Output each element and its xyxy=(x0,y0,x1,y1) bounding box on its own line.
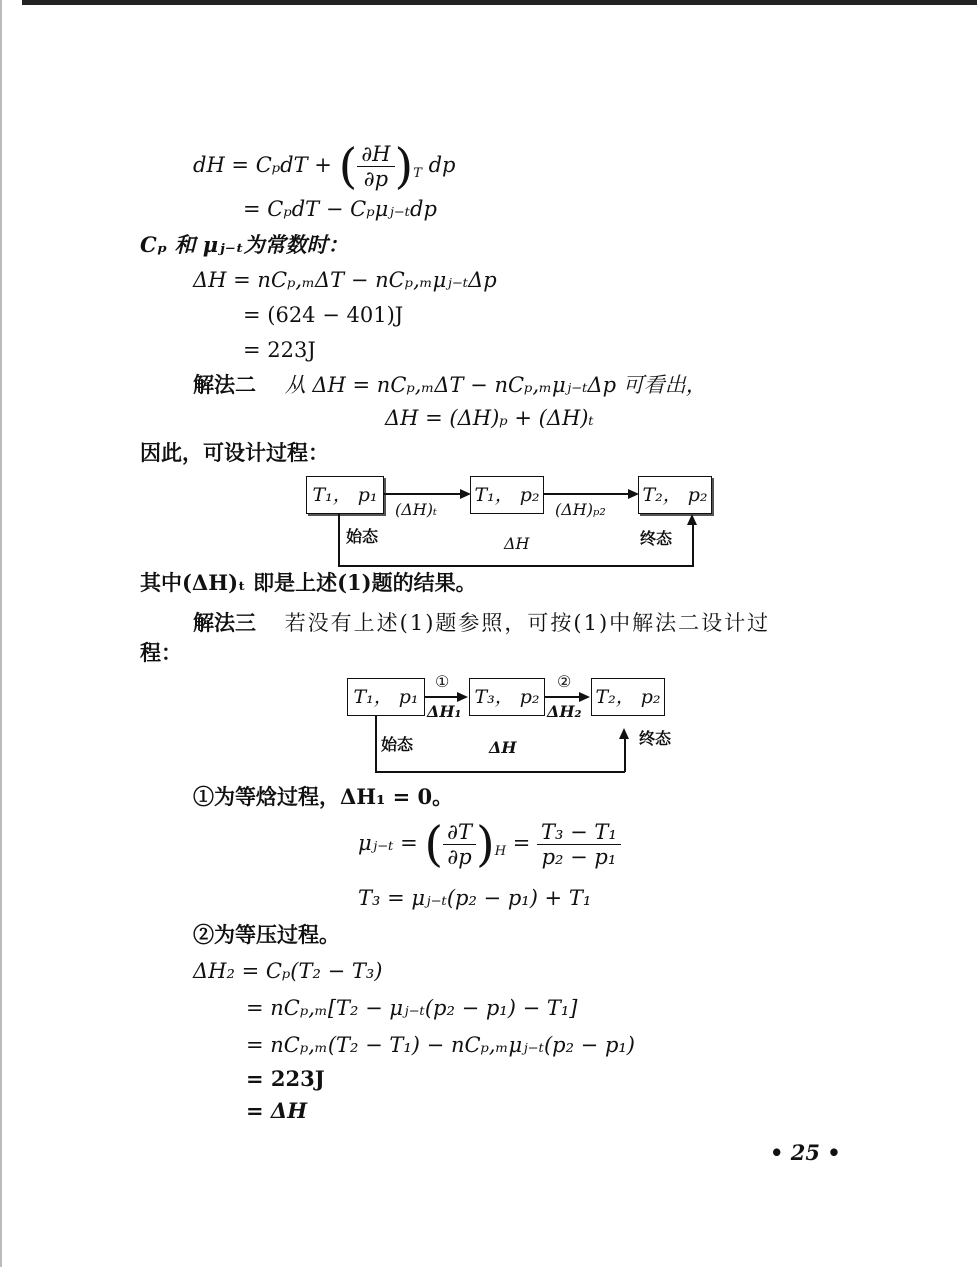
method-two-heading: 解法二 xyxy=(193,372,256,397)
method-three xyxy=(193,610,770,636)
paren-right-2: ) xyxy=(476,816,495,873)
arrow-2-line xyxy=(544,493,631,495)
process-diagram-1 xyxy=(300,472,720,572)
quotient-num: T₃ − T₁ xyxy=(537,820,621,845)
arrow-1-label: (ΔH)ₜ xyxy=(395,500,437,519)
note-text: 其中(ΔH)ₜ 即是上述(1)题的结果。 xyxy=(140,570,477,595)
path2-left-line xyxy=(375,716,377,772)
final-state-label: 终态 xyxy=(640,529,673,548)
equation-split: ΔH = (ΔH)ₚ + (ΔH)ₜ xyxy=(385,406,594,430)
state-intermediate-box: T₁， p₂ xyxy=(470,476,544,514)
state-initial-box-2: T₁， p₁ xyxy=(347,678,425,716)
difference-quotient xyxy=(537,820,621,869)
state-initial-box: T₁， p₁ xyxy=(306,476,384,514)
path2-bottom-line xyxy=(375,771,625,773)
initial-state-label: 始态 xyxy=(346,527,379,546)
partial-t-den: ∂p xyxy=(447,845,472,869)
equation-delta-h2: ΔH₂ = Cₚ(T₂ − T₃) xyxy=(193,959,383,983)
method-two-text: 从 ΔH = nCₚ,ₘΔT − nCₚ,ₘμⱼ₋ₜΔp 可看出， xyxy=(284,373,707,397)
step-2-line xyxy=(545,696,581,698)
total-change-label: ΔH xyxy=(504,534,530,553)
state-final-box-2: T₂， p₂ xyxy=(591,678,665,716)
method-three-text: 若没有上述(1)题参照，可按(1)中解法二设计过 xyxy=(284,611,771,635)
quotient-den: p₂ − p₁ xyxy=(541,845,617,869)
path-up-arrow xyxy=(687,514,697,525)
step-2-head xyxy=(579,692,590,702)
partial-subscript: T xyxy=(413,166,422,182)
path2-right-line xyxy=(624,738,626,772)
equation-mu-jt xyxy=(358,816,621,873)
partial-h-p xyxy=(357,142,394,191)
page-edge xyxy=(0,0,2,1267)
partial-t-num: ∂T xyxy=(443,820,476,845)
initial-state-label-2: 始态 xyxy=(381,735,414,754)
final-state-label-2: 终态 xyxy=(639,729,672,748)
page-number: • 25 • xyxy=(770,1140,841,1165)
step-2-marker: ② xyxy=(557,672,572,691)
path-left-line xyxy=(338,514,340,566)
condition-text: Cₚ 和 μⱼ₋ₜ为常数时： xyxy=(140,232,349,257)
step-1-marker: ① xyxy=(435,672,450,691)
isobaric-note: ②为等压过程。 xyxy=(193,922,340,947)
path-bottom-line xyxy=(338,565,694,567)
isenthalpic-note: ①为等焓过程，ΔH₁ = 0。 xyxy=(193,784,454,809)
equation-delta-h-result: = 223J xyxy=(243,338,316,362)
step-2-label: ΔH₂ xyxy=(547,702,582,721)
method-three-heading: 解法三 xyxy=(193,610,256,635)
step-1-line xyxy=(425,696,459,698)
equation-delta-h-value: = (624 − 401)J xyxy=(243,303,404,327)
process-diagram-2 xyxy=(345,672,695,778)
total-change-label-2: ΔH xyxy=(489,738,517,757)
partial-t-p xyxy=(443,820,476,869)
path2-up-arrow xyxy=(619,728,629,739)
top-rule xyxy=(22,0,977,5)
mu-lhs: μⱼ₋ₜ = xyxy=(358,831,425,855)
paren-right: ) xyxy=(394,138,414,195)
equation-delta-h2-step2: = nCₚ,ₘ(T₂ − T₁) − nCₚ,ₘμⱼ₋ₜ(p₂ − p₁) xyxy=(246,1033,636,1057)
equation-delta-h2-step3: = 223J xyxy=(246,1066,325,1091)
equation-delta-h: ΔH = nCₚ,ₘΔT − nCₚ,ₘμⱼ₋ₜΔp xyxy=(193,268,497,292)
method-two xyxy=(193,372,707,398)
equation-dh xyxy=(193,138,456,195)
paren-left: ( xyxy=(338,138,358,195)
method-three-text-cont: 程： xyxy=(140,640,182,665)
partial-num: ∂H xyxy=(357,142,394,167)
step-1-head xyxy=(457,692,468,702)
partial-h-subscript: H xyxy=(494,844,507,860)
equation-dh-tail: dp xyxy=(428,153,456,177)
paren-left-2: ( xyxy=(424,816,444,873)
equation-t3: T₃ = μⱼ₋ₜ(p₂ − p₁) + T₁ xyxy=(358,886,592,910)
state-intermediate-box-2: T₃， p₂ xyxy=(469,678,545,716)
equation-dh-lhs: dH = CₚdT + xyxy=(193,153,339,177)
equation-delta-h2-result: = ΔH xyxy=(246,1098,308,1123)
design-process-text: 因此，可设计过程： xyxy=(140,440,329,465)
arrow-1-line xyxy=(384,493,463,495)
path-right-line xyxy=(692,524,694,566)
state-final-box: T₂， p₂ xyxy=(638,476,712,514)
equation-delta-h2-step1: = nCₚ,ₘ[T₂ − μⱼ₋ₜ(p₂ − p₁) − T₁] xyxy=(246,996,578,1020)
mu-equals: = xyxy=(506,831,538,855)
partial-den: ∂p xyxy=(363,167,389,191)
step-1-label: ΔH₁ xyxy=(427,702,462,721)
arrow-2-label: (ΔH)ₚ₂ xyxy=(555,500,606,519)
equation-dh-cont: = CₚdT − Cₚμⱼ₋ₜdp xyxy=(243,197,437,221)
